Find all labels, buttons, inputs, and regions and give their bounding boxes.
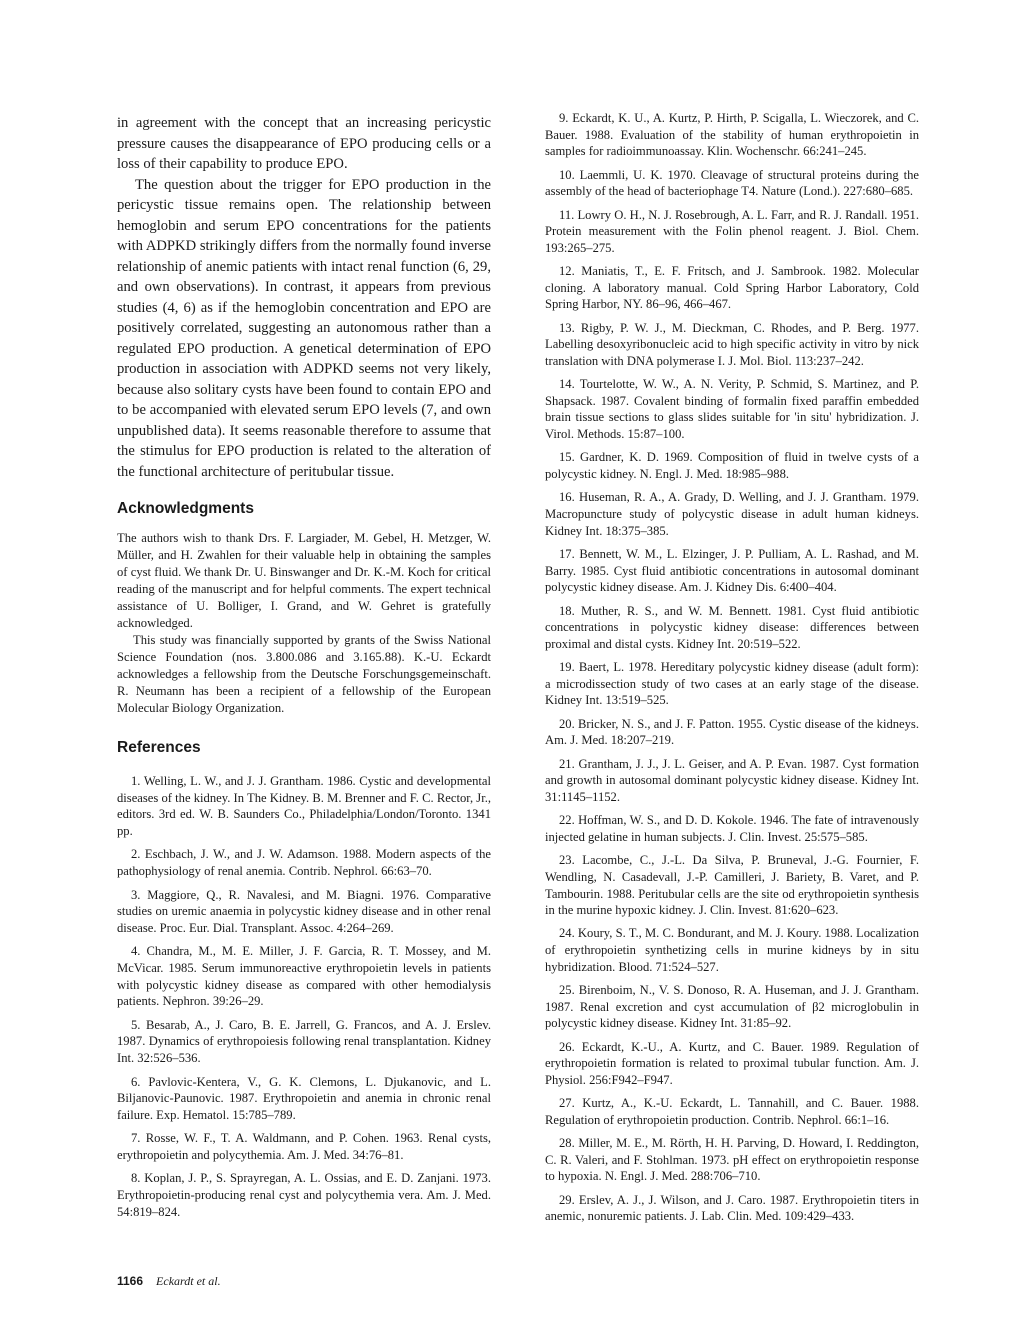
reference-item: 11. Lowry O. H., N. J. Rosebrough, A. L. Farr, and R. J. Randall. 1951. Protein measurement with the Folin phenol reagent. J. Biol. Chem. 193:265–275. [545,207,919,255]
reference-item: 17. Bennett, W. M., L. Elzinger, J. P. Pulliam, A. L. Rashad, and M. Barry. 1985. Cyst fluid antibiotic concentrations in autosomal dominant polycystic kidney disease. Am. J. Kidney Dis. 6:400–404. [545,547,919,595]
reference-item: 19. Baert, L. 1978. Hereditary polycystic kidney disease (adult form): a microdissection study of two cases at an early stage of the disease. Kidney Int. 13:519–525. [545,660,919,708]
right-column [545,110,919,1232]
reference-item: 12. Maniatis, T., E. F. Fritsch, and J. Sambrook. 1982. Molecular cloning. A laboratory manual. Cold Spring Harbor Laboratory, Cold Spring Harbor, NY. 86–96, 466–467. [545,264,919,312]
reference-item: 6. Pavlovic-Kentera, V., G. K. Clemons, L. Djukanovic, and L. Biljanovic-Paunovic. 1987. Erythropoietin and anemia in chronic renal failure. Exp. Hematol. 15:785–789. [117,1074,491,1122]
reference-item: 10. Laemmli, U. K. 1970. Cleavage of structural proteins during the assembly of the head of bacteriophage T4. Nature (Lond.). 227:680–685. [545,167,919,199]
reference-item: 25. Birenboim, N., V. S. Donoso, R. A. Huseman, and J. J. Grantham. 1987. Renal excretion and cyst accumulation of β2 microglobulin in polycystic kidney disease. Kidney Int. 31:85–92. [545,983,919,1031]
acknowledgments-paragraph: The authors wish to thank Drs. F. Largiader, M. Gebel, H. Metzger, W. Müller, and H. Zwahlen for their valuable help in obtaining the samples of cyst fluid. We thank Dr. U. Binswanger and Dr. K.-M. Koch for critical reading of the manuscript and for helpful comments. The expert technical assistance of U. Bolliger, I. Grand, and W. Gehret is gratefully acknowledged. [117,531,491,630]
reference-item: 8. Koplan, J. P., S. Sprayregan, A. L. Ossias, and E. D. Zanjani. 1973. Erythropoietin-producing renal cyst and polycythemia vera. Am. J. Med. 54:819–824. [117,1171,491,1219]
reference-item: 16. Huseman, R. A., A. Grady, D. Welling, and J. J. Grantham. 1979. Macropuncture study of polycystic disease in adult human kidneys. Kidney Int. 18:375–385. [545,490,919,538]
reference-item: 20. Bricker, N. S., and J. F. Patton. 1955. Cystic disease of the kidneys. Am. J. Med. 18:207–219. [545,716,919,748]
left-column [117,113,491,1227]
reference-item: 22. Hoffman, W. S., and D. D. Kokole. 1946. The fate of intravenously injected gelatine in human subjects. J. Clin. Invest. 25:575–585. [545,813,919,844]
body-paragraph: in agreement with the concept that an increasing pericystic pressure causes the disappearance of EPO producing cells or a loss of their capability to produce EPO. [117,115,491,172]
reference-item: 15. Gardner, K. D. 1969. Composition of fluid in twelve cysts of a polycystic kidney. N. Engl. J. Med. 18:985–988. [545,450,919,482]
references-heading: References [117,739,201,756]
reference-item: 3. Maggiore, Q., R. Navalesi, and M. Biagni. 1976. Comparative studies on uremic anaemia in polycystic kidney disease and in other renal disease. Proc. Eur. Dial. Transplant. Assoc. 4:264–269. [117,887,491,935]
reference-item: 29. Erslev, A. J., J. Wilson, and J. Caro. 1987. Erythropoietin titers in anemic, nonuremic patients. J. Lab. Clin. Med. 109:429–433. [545,1192,919,1224]
acknowledgments-heading: Acknowledgments [117,500,254,517]
running-head: Eckardt et al. [156,1274,221,1288]
reference-item: 9. Eckardt, K. U., A. Kurtz, P. Hirth, P. Scigalla, L. Wieczorek, and C. Bauer. 1988. Evaluation of the stability of human erythropoietin in samples for radioimmunoassay. Klin. Wochenschr. 66:241–245. [545,111,919,159]
reference-item: 1. Welling, L. W., and J. J. Grantham. 1986. Cystic and developmental diseases of the kidney. In The Kidney. B. M. Brenner and F. C. Rector, Jr., editors. 3rd ed. W. B. Saunders Co., Philadelphia/London/Toronto. 1341 pp. [117,774,491,838]
reference-item: 24. Koury, S. T., M. C. Bondurant, and M. J. Koury. 1988. Localization of erythropoietin synthetizing cells in murine kidneys by in situ hybridization. Blood. 71:524–527. [545,926,919,974]
reference-item: 18. Muther, R. S., and W. M. Bennett. 1981. Cyst fluid antibiotic concentrations in polycystic kidney disease: differences between proximal and distal cysts. Kidney Int. 20:519–522. [545,603,919,651]
reference-item: 28. Miller, M. E., M. Rörth, H. H. Parving, D. Howard, I. Reddington, C. R. Valeri, and F. Stohlman. 1973. pH effect on erythropoietin response to hypoxia. N. Engl. J. Med. 288:706–710. [545,1136,919,1184]
reference-item: 21. Grantham, J. J., J. L. Geiser, and A. P. Evan. 1987. Cyst formation and growth in autosomal dominant polycystic kidney disease. Kidney Int. 31:1145–1152. [545,756,919,804]
page-number: 1166 [117,1274,144,1288]
reference-item: 7. Rosse, W. F., T. A. Waldmann, and P. Cohen. 1963. Renal cysts, erythropoietin and polycythemia. Am. J. Med. 34:76–81. [117,1131,491,1162]
reference-item: 4. Chandra, M., M. E. Miller, J. F. Garcia, R. T. Mossey, and M. McVicar. 1985. Serum immunoreactive erythropoietin levels in patients with polycystic kidney disease as compared with other hemodialysis patients. Nephron. 39:26–29. [117,944,491,1009]
reference-item: 5. Besarab, A., J. Caro, B. E. Jarrell, G. Francos, and A. J. Erslev. 1987. Dynamics of erythropoiesis following renal transplantation. Kidney Int. 32:526–536. [117,1017,491,1065]
page-footer [117,1274,221,1289]
reference-item: 2. Eschbach, J. W., and J. W. Adamson. 1988. Modern aspects of the pathophysiology of renal anemia. Contrib. Nephrol. 66:63–70. [117,847,491,878]
reference-item: 14. Tourtelotte, W. W., A. N. Verity, P. Schmid, S. Martinez, and P. Shapsack. 1987. Covalent binding of formalin fixed paraffin embedded brain tissue sections to glass slides suitable for 'in situ' hybridization. J. Virol. Methods. 15:87–100. [545,377,919,442]
body-paragraph: The question about the trigger for EPO production in the pericystic tissue remains open. The relationship between hemoglobin and serum EPO concentrations for the patients with ADPKD strikingly differs from the normally found inverse relationship of anemic patients with intact renal function (6, 29, and own observations). In contrast, it appears from previous studies (4, 6) as if the hemoglobin concentration and EPO are positively correlated, suggesting an autonomous rather than a regulated EPO production. A genetical determination of EPO production in association with ADPKD seems not very likely, because also solitary cysts have been found to contain EPO and to be accompanied with elevated serum EPO levels (7, and own unpublished data). It seems reasonable therefore to assume that the stimulus for EPO production is related to the alteration of the functional architecture of peritubular tissue. [117,176,491,480]
acknowledgments-paragraph: This study was financially supported by grants of the Swiss National Science Foundation (nos. 3.800.086 and 3.165.88). K.-U. Eckardt acknowledges a fellowship from the Deutsche Forschungsgemeinschaft. R. Neumann has been a recipient of a fellowship of the European Molecular Biology Organization. [117,633,491,715]
reference-item: 23. Lacombe, C., J.-L. Da Silva, P. Bruneval, J.-G. Fournier, F. Wendling, N. Casadevall, J.-P. Camilleri, J. Bariety, B. Varet, and P. Tambourin. 1988. Peritubular cells are the site od erythropoietin synthesis in the murine hypoxic kidney. J. Clin. Invest. 81:620–623. [545,853,919,918]
reference-item: 26. Eckardt, K.-U., A. Kurtz, and C. Bauer. 1989. Regulation of erythropoietin formation is related to proximal tubular function. Am. J. Physiol. 256:F942–F947. [545,1039,919,1087]
reference-item: 27. Kurtz, A., K.-U. Eckardt, L. Tannahill, and C. Bauer. 1988. Regulation of erythropoietin production. Contrib. Nephrol. 66:1–16. [545,1096,919,1127]
reference-item: 13. Rigby, P. W. J., M. Dieckman, C. Rhodes, and P. Berg. 1977. Labelling desoxyribonucleic acid to high specific activity in vitro by nick translation with DNA polymerase I. J. Mol. Biol. 113:237–242. [545,320,919,368]
